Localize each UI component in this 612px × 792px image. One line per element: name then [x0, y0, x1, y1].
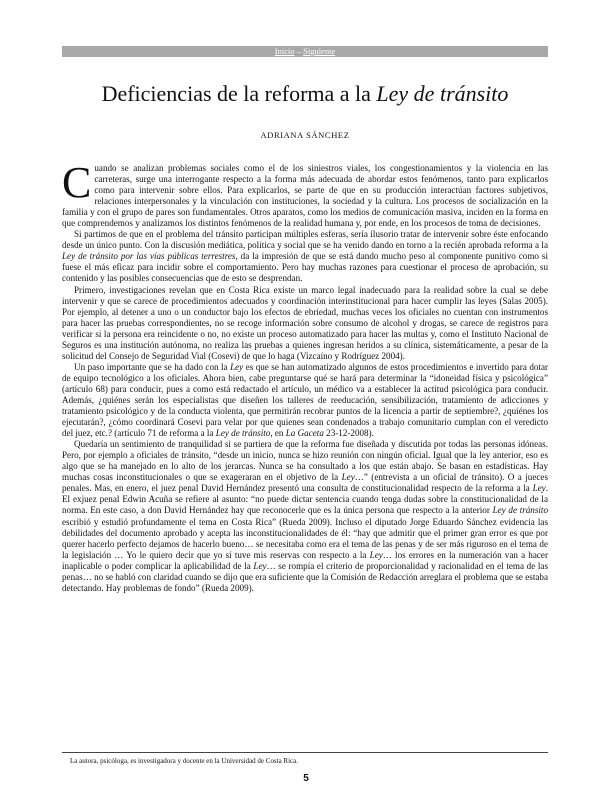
nav-separator: – — [294, 46, 304, 56]
italic-reference: Ley — [230, 361, 244, 372]
italic-reference: Ley — [341, 472, 355, 483]
italic-reference: Ley de tránsito — [215, 428, 271, 439]
italic-reference: Ley — [369, 549, 383, 560]
author-footnote: La autora, psicóloga, es investigadora y docente en la Universidad de Costa Rica. — [70, 757, 299, 765]
paragraph-text: Si partimos de que en el problema del tránsito participan múltiples esferas, sería ilusorio tratar de intervenir sobre éste enfocando desde un único punto. Con la discusión mediática, política y social que se ha venido dando en torno a la recién aprobada reforma a la — [62, 229, 548, 251]
paragraph-text: escribió y estudió profundamente el tema en Costa Rica” (Rueda 2009). Incluso el diputado Jorge Eduardo Sánchez evidencia las debilidades del documento aprobado y acepta las inconstitucionalidades de él: “hay que admitir que el primer gran error es que por querer hacerlo perfecto dejamos de hacerlo bueno… se necesitaba como era el tema de las penas y de ser más riguroso en el tema de la legislación … Yo le quiero decir que yo sí tuve mis reservas con respecto a la — [62, 516, 548, 560]
italic-reference: Ley de tránsito — [492, 505, 548, 516]
page-number: 5 — [303, 773, 309, 784]
paragraph-text: , en — [270, 428, 286, 439]
body-paragraph-1 — [62, 158, 548, 229]
paragraph-text: … los errores en la numeración van a hacer inaplicable o poder complicar la aplicabilidad de la — [62, 549, 548, 571]
inicio-link[interactable]: Inicio — [274, 46, 295, 56]
article-author: ADRIANA SÁNCHEZ — [260, 130, 350, 140]
footnote-divider — [62, 752, 548, 753]
article-title — [62, 80, 548, 108]
body-paragraph-5 — [62, 439, 548, 594]
top-navigation-bar — [62, 46, 548, 57]
paragraph-text: Quedaría un sentimiento de tranquilidad si se partiera de que la reforma fue diseñada y discutida por todas las personas idóneas. Pero, por ejemplo a oficiales de tránsito, “desde un inicio, nunca se hizo reunión con ningún oficial. Igual que la ley anterior, eso es algo que se ha manejado en lo alto de los jerarcas. Nunca se ha consultado a los que están abajo. Se basan en estadísticas. Hay muchas cosas inconstitucionales o que se exageraran en el objetivo de la — [62, 439, 548, 483]
paragraph-text: …” (entrevista a un oficial de tránsito). O a jueces penales. Mas, en enero, el juez penal David Hernández presentó una consulta de constitucionalidad respecto de la reforma a la — [62, 472, 548, 494]
article-title-italic: Ley de tránsito — [376, 81, 509, 106]
body-paragraph-2 — [62, 229, 548, 284]
siguiente-link[interactable]: Siguiente — [303, 46, 336, 56]
italic-reference: Ley de tránsito por las vías públicas terrestres — [62, 251, 236, 262]
paragraph-text: . El exjuez penal Edwin Acuña se refiere al asunto: “no puede dictar sentencia cuando tenga dudas sobre la constitucionalidad de la norma. En este caso, a don David Hernández hay que reconocerle que es la única persona que respecto a la anterior — [62, 483, 548, 516]
body-paragraph-4 — [62, 362, 548, 439]
article-title-main: Deficiencias de la reforma a la — [101, 81, 377, 106]
paragraph-text: Un paso importante que se ha dado con la — [74, 361, 231, 372]
paragraph-text: uando se analizan problemas sociales como el de los siniestros viales, los congestionamientos y la violencia en las carreteras, surge una interrogante respecto a la forma más adecuada de abordar estos fenómenos, tanto para explicarlos como para intervenir sobre ellos. Para explicarlos, se parte de que en su producción interactúan factores subjetivos, relaciones interpersonales y la vinculación con instituciones, la sociedad y la cultura. Los procesos de socialización en la familia y con el grupo de pares son fundamentales. Otros aparatos, como los medios de comunicación masiva, inciden en la forma en que comprendemos y analizamos los distintos fenómenos de la realidad humana y, por ende, en los procesos de toma de decisiones. — [62, 163, 548, 229]
article-body — [62, 158, 549, 594]
paragraph-text: 23-12-2008). — [323, 428, 374, 439]
paragraph-text: es que se han automatizado algunos de estos procedimientos e invertido para dotar de equipo tecnológico a los oficiales. Ahora bien, cabe preguntarse qué se hará para determinar la “idoneidad física y psicológica” (artículo 68) para conducir, pues a como está redactado el artículo, un médico va a establecer la actitud psicológica para conducir. Además, ¿quiénes serán los especialistas que diseñen los talleres de reeducación, sensibilización, tratamiento de adicciones y tratamiento psicológico y de la conducta violenta, que permitirán recobrar puntos de la licencia a partir de septiembre?, ¿quiénes los ejecutarán?, ¿cómo coordinará Cosevi para velar por que quienes sean condenados a trabajo comunitario cumplan con el veredicto del juez, etc.? (artículo 71 de reforma a la — [62, 361, 549, 439]
italic-reference: Ley — [253, 560, 267, 571]
italic-reference: Ley — [532, 483, 546, 494]
italic-reference: La Gaceta — [285, 428, 324, 439]
paragraph-text: … se rompía el criterio de proporcionalidad y racionalidad en el tema de las penas… no se habló con claridad cuando se dijo que era suficiente que la Comisión de Redacción arreglara el problema que se estaba detectando. Hay problemas de fondo” (Rueda 2009). — [62, 560, 548, 593]
paragraph-text: , da la impresión de que se está dando mucho peso al componente punitivo como si fuese el más eficaz para incidir sobre el comportamiento. Pero hay muchas razones para cuestionar el proceso de aprobación, su contenido y las posibles consecuencias que de esto se desprendan. — [62, 251, 548, 284]
paragraph-text: Primero, investigaciones revelan que en Costa Rica existe un marco legal inadecuado para la realidad sobre la cual se debe intervenir y que se carece de procedimientos adecuados y coordinación interinstitucional para hacer cumplir las leyes (Salas 2005). Por ejemplo, al detener a uno o un conductor bajo los efectos de ebriedad, muchas veces los oficiales no cuentan con instrumentos para hacer las pruebas correspondientes, no se recoge información sobre consumo de alcohol y drogas, se carece de registros para verificar si la persona era reincidente o no, no existe un proceso automatizado para hacer las multas y, como el Instituto Nacional de Seguros es una institución autónoma, no realiza las pruebas a quienes ingresan heridos a su clínica, sistemáticamente, a pesar de la solicitud del Consejo de Seguridad Vial (Cosevi) de que lo haga (Vizcaíno y Rodríguez 2004). — [62, 284, 548, 361]
drop-cap: C — [62, 158, 92, 207]
body-paragraph-3 — [62, 285, 548, 362]
